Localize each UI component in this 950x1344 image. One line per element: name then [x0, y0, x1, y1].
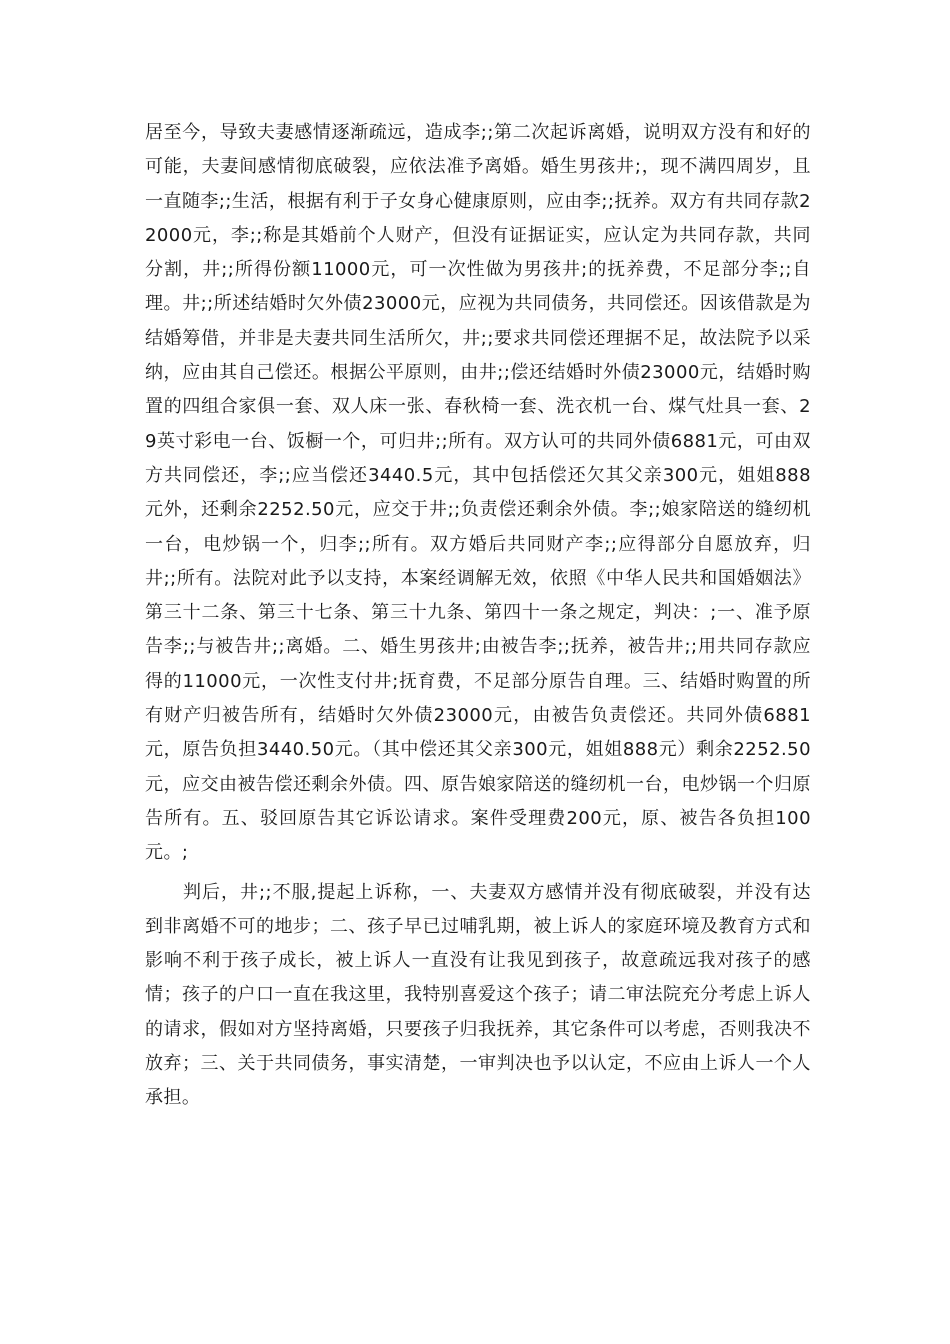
paragraph-judgment: 居至今，导致夫妻感情逐渐疏远，造成李;;第二次起诉离婚，说明双方没有和好的可能，夫妻间感情彻底破裂，应依法准予离婚。婚生男孩井;，现不满四周岁，且一直随李;;生活，根据有利于子女身心健康原则，应由李;;抚养。双方有共同存款22000元，李;;称是其婚前个人财产，但没有证据证实，应认定为共同存款，共同分割，井;;所得份额11000元，可一次性做为男孩井;的抚养费，不足部分李;;自理。井;;所述结婚时欠外债23000元，应视为共同债务，共同偿还。因该借款是为结婚筹借，并非是夫妻共同生活所欠，井;;要求共同偿还理据不足，故法院予以采纳，应由其自己偿还。根据公平原则，由井;;偿还结婚时外债23000元，结婚时购置的四组合家俱一套、双人床一张、春秋椅一套、洗衣机一台、煤气灶具一套、29英寸彩电一台、饭橱一个，可归井;;所有。双方认可的共同外债6881元，可由双方共同偿还，李;;应当偿还3440.5元，其中包括偿还欠其父亲300元，姐姐888元外，还剩余2252.50元，应交于井;;负责偿还剩余外债。李;;娘家陪送的缝纫机一台，电炒锅一个，归李;;所有。双方婚后共同财产李;;应得部分自愿放弃，归井;;所有。法院对此予以支持，本案经调解无效，依照《中华人民共和国婚姻法》第三十二条、第三十七条、第三十九条、第四十一条之规定，判决：;一、准予原告李;;与被告井;;离婚。二、婚生男孩井;由被告李;;抚养，被告井;;用共同存款应得的11000元，一次性支付井;抚育费，不足部分原告自理。三、结婚时购置的所有财产归被告所有，结婚时欠外债23000元，由被告负责偿还。共同外债6881元，原告负担3440.50元。（其中偿还其父亲300元，姐姐888元）剩余2252.50元，应交由被告偿还剩余外债。四、原告娘家陪送的缝纫机一台，电炒锅一个归原告所有。五、驳回原告其它诉讼请求。案件受理费200元，原、被告各负担100元。;: [145, 122, 811, 864]
document-body: [145, 116, 811, 1116]
paragraph-appeal: 判后，井;;不服,提起上诉称，一、夫妻双方感情并没有彻底破裂，并没有达到非离婚不可的地步；二、孩子早已过哺乳期，被上诉人的家庭环境及教育方式和影响不利于孩子成长，被上诉人一直没有让我见到孩子，故意疏远我对孩子的感情；孩子的户口一直在我这里，我特别喜爱这个孩子；请二审法院充分考虑上诉人的请求，假如对方坚持离婚，只要孩子归我抚养，其它条件可以考虑，否则我决不放弃；三、关于共同债务，事实清楚，一审判决也予以认定，不应由上诉人一个人承担。: [145, 881, 811, 1109]
